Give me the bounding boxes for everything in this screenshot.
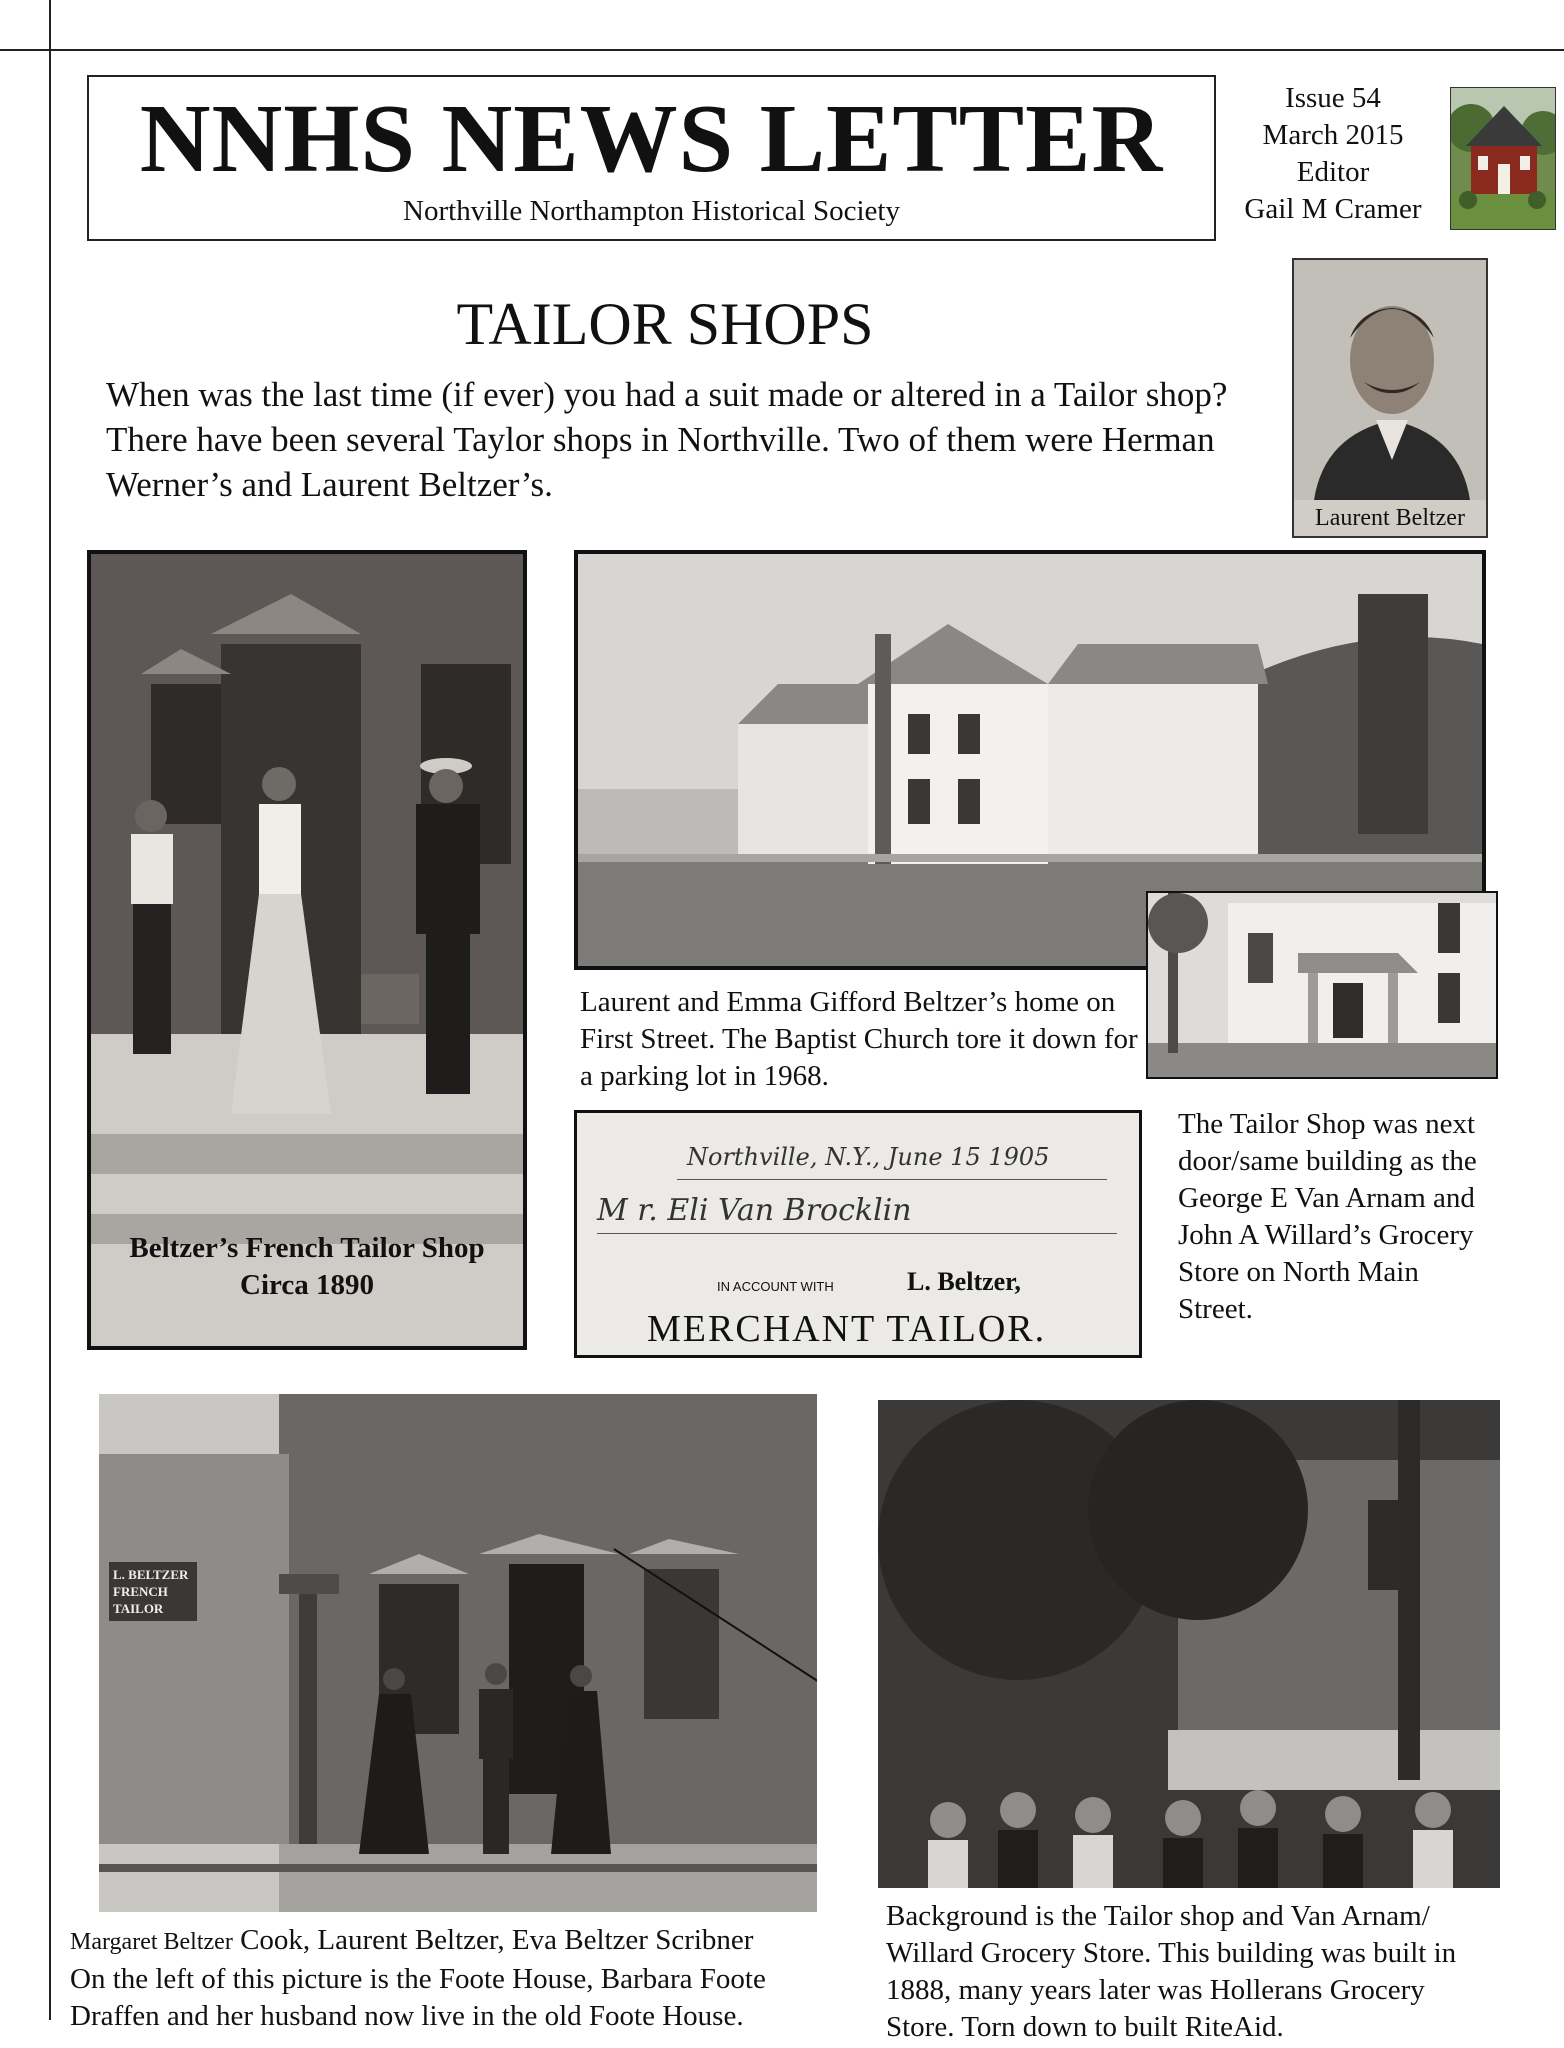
receipt-name: L. Beltzer, bbox=[907, 1267, 1021, 1296]
tailor-shop-photo bbox=[87, 550, 527, 1350]
issue-date: March 2015 bbox=[1262, 119, 1404, 151]
storefront-caption-line2: On the left of this picture is the Foote House, Barbara Foote bbox=[70, 1963, 766, 1995]
tailor-shop-caption-line1: Beltzer’s French Tailor Shop bbox=[129, 1232, 485, 1264]
society-name: Northville Northampton Historical Society bbox=[403, 195, 900, 227]
storefront-photo bbox=[99, 1394, 817, 1912]
article-intro: When was the last time (if ever) you had a suit made or altered in a Tailor shop? There have been several Taylor shops in Northville. Two of them were Herman Werner’s and Laurent Beltzer’s. bbox=[106, 375, 1228, 504]
masthead bbox=[87, 75, 1216, 241]
editor-label: Editor bbox=[1296, 156, 1370, 188]
storefront-caption-small: Margaret Beltzer bbox=[70, 1929, 233, 1955]
storefront-caption-rest: Cook, Laurent Beltzer, Eva Beltzer Scribner bbox=[232, 1924, 754, 1956]
storefront-caption bbox=[70, 1922, 870, 2035]
issue-number: Issue 54 bbox=[1285, 82, 1381, 114]
receipt-account-label: IN ACCOUNT WITH bbox=[717, 1279, 834, 1294]
home-caption: Laurent and Emma Gifford Beltzer’s home on First Street. The Baptist Church tore it down for a parking lot in 1968. bbox=[580, 986, 1138, 1092]
tailor-shop-caption-line2: Circa 1890 bbox=[240, 1269, 374, 1301]
schoolhouse-photo bbox=[1450, 87, 1556, 230]
group-caption: Background is the Tailor shop and Van Arnam/ Willard Grocery Store. This building was built in 1888, many years later was Hollerans Grocery Store. Torn down to built RiteAid. bbox=[886, 1900, 1457, 2043]
editor-name: Gail M Cramer bbox=[1244, 193, 1422, 225]
portrait-caption: Laurent Beltzer bbox=[1294, 500, 1486, 536]
receipt-place-date: Northville, N.Y., June 15 1905 bbox=[687, 1143, 1050, 1171]
portrait-photo bbox=[1292, 258, 1488, 538]
group-photo bbox=[878, 1400, 1500, 1888]
storefront-sign: L. BELTZER FRENCH TAILOR bbox=[109, 1562, 197, 1621]
top-rule bbox=[0, 49, 1564, 51]
receipt-image bbox=[574, 1110, 1142, 1358]
receipt-line bbox=[677, 1179, 1107, 1180]
shop-note: The Tailor Shop was next door/same building as the George E Van Arnam and John A Willard’s Grocery Store on North Main Street. bbox=[1178, 1108, 1477, 1325]
receipt-recipient: M r. Eli Van Brocklin bbox=[597, 1193, 912, 1228]
storefront-caption-line3: Draffen and her husband now live in the old Foote House. bbox=[70, 2000, 744, 2032]
porch-photo bbox=[1146, 891, 1498, 1079]
newsletter-title: NNHS NEWS LETTER bbox=[139, 85, 1164, 193]
issue-info bbox=[1218, 80, 1448, 228]
receipt-line bbox=[597, 1233, 1117, 1234]
receipt-trade: MERCHANT TAILOR. bbox=[647, 1308, 1047, 1350]
article-headline: TAILOR SHOPS bbox=[456, 291, 874, 357]
